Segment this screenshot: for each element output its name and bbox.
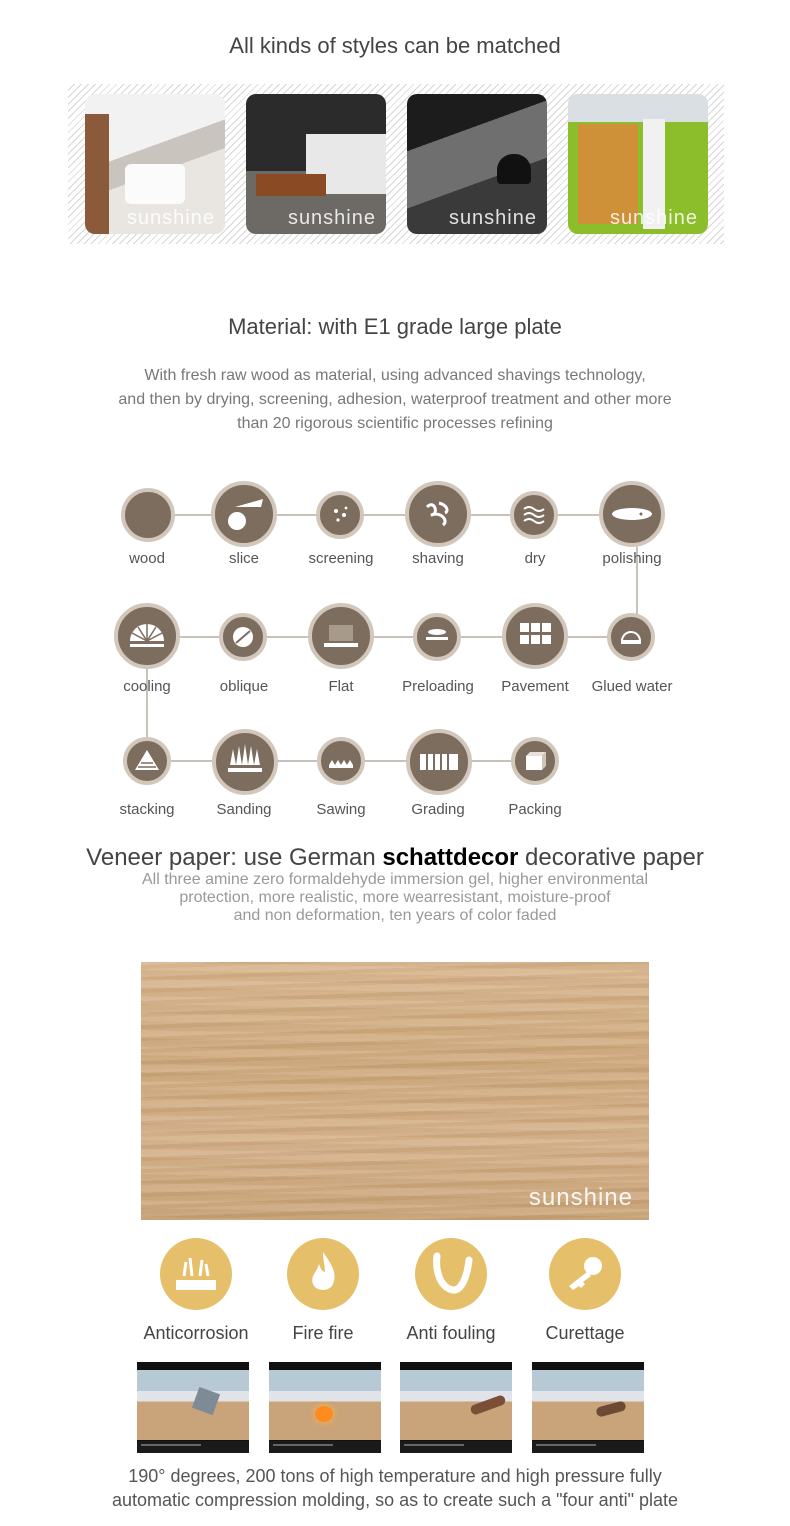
oblique-icon bbox=[219, 613, 267, 661]
wood-watermark: sunshine bbox=[528, 1184, 633, 1211]
style-photo-4 bbox=[568, 94, 708, 234]
video-thumbnail-4[interactable] bbox=[532, 1362, 644, 1453]
veneer-description: All three amine zero formaldehyde immersion gel, higher environmental protection, more realistic, more wearresistant, moisture-proof and non deformation, ten years of color faded bbox=[141, 871, 649, 924]
photo-watermark: sunshine bbox=[287, 207, 376, 229]
cooling-icon bbox=[114, 603, 180, 669]
photo-watermark: sunshine bbox=[126, 207, 215, 229]
process-label-grading: Grading bbox=[411, 801, 465, 818]
process-label-cooling: cooling bbox=[123, 678, 171, 695]
sawing-icon bbox=[317, 737, 365, 785]
slice-icon bbox=[211, 481, 277, 547]
feature-label-fire: Fire fire bbox=[292, 1323, 354, 1343]
video-thumbnail-1[interactable] bbox=[137, 1362, 249, 1453]
process-label-slice: slice bbox=[228, 550, 259, 567]
process-label-packing: Packing bbox=[508, 801, 562, 818]
anti-fouling-icon bbox=[415, 1238, 487, 1310]
pavement-icon bbox=[502, 603, 568, 669]
process-label-wood: wood bbox=[129, 550, 165, 567]
process-label-sawing: Sawing bbox=[316, 801, 366, 818]
process-label-flat: Flat bbox=[328, 678, 354, 695]
style-photo-3 bbox=[407, 94, 547, 234]
grading-icon bbox=[406, 729, 472, 795]
wood-grain-sample bbox=[141, 962, 649, 1220]
material-title: Material: with E1 grade large plate bbox=[228, 314, 562, 339]
video-thumbnail-3[interactable] bbox=[400, 1362, 512, 1453]
photo-watermark: sunshine bbox=[448, 207, 537, 229]
shaving-icon bbox=[405, 481, 471, 547]
packing-icon bbox=[511, 737, 559, 785]
process-label-stacking: stacking bbox=[119, 801, 175, 818]
dry-icon bbox=[510, 491, 558, 539]
fire-icon bbox=[287, 1238, 359, 1310]
flat-icon bbox=[308, 603, 374, 669]
material-description: With fresh raw wood as material, using advanced shavings technology, and then by drying, screening, adhesion, waterproof treatment and other more than 20 rigorous scientific processes refining bbox=[118, 367, 672, 432]
curettage-icon bbox=[549, 1238, 621, 1310]
feature-label-anticorrosion: Anticorrosion bbox=[143, 1323, 249, 1343]
veneer-title: Veneer paper: use German schattdecor decorative paper bbox=[86, 844, 704, 871]
style-photo-2 bbox=[246, 94, 386, 234]
video-thumbnail-2[interactable] bbox=[269, 1362, 381, 1453]
anticorrosion-icon bbox=[160, 1238, 232, 1310]
photo-watermark: sunshine bbox=[609, 207, 698, 229]
footer-text: 190° degrees, 200 tons of high temperature and high pressure fully automatic compression molding, so as to create such a "four anti" plate bbox=[111, 1466, 679, 1510]
process-label-polishing: polishing bbox=[602, 550, 662, 567]
style-photo-1 bbox=[85, 94, 225, 234]
process-label-pavement: Pavement bbox=[501, 678, 569, 695]
styles-title: All kinds of styles can be matched bbox=[229, 33, 561, 58]
screening-icon bbox=[316, 491, 364, 539]
process-label-sanding: Sanding bbox=[216, 801, 272, 818]
process-label-preloading: Preloading bbox=[402, 678, 474, 695]
process-label-glued-water: Glued water bbox=[591, 678, 673, 695]
process-label-oblique: oblique bbox=[219, 678, 269, 695]
process-label-screening: screening bbox=[308, 550, 374, 567]
sanding-icon bbox=[212, 729, 278, 795]
glued-water-icon bbox=[607, 613, 655, 661]
process-label-dry: dry bbox=[524, 550, 546, 567]
polishing-icon bbox=[599, 481, 665, 547]
preloading-icon bbox=[413, 613, 461, 661]
feature-label-curettage: Curettage bbox=[545, 1323, 625, 1343]
veneer-brand: schattdecor bbox=[382, 844, 519, 871]
stacking-icon bbox=[123, 737, 171, 785]
process-label-shaving: shaving bbox=[412, 550, 464, 567]
wood-icon bbox=[121, 488, 175, 542]
feature-label-anti-fouling: Anti fouling bbox=[406, 1323, 496, 1343]
